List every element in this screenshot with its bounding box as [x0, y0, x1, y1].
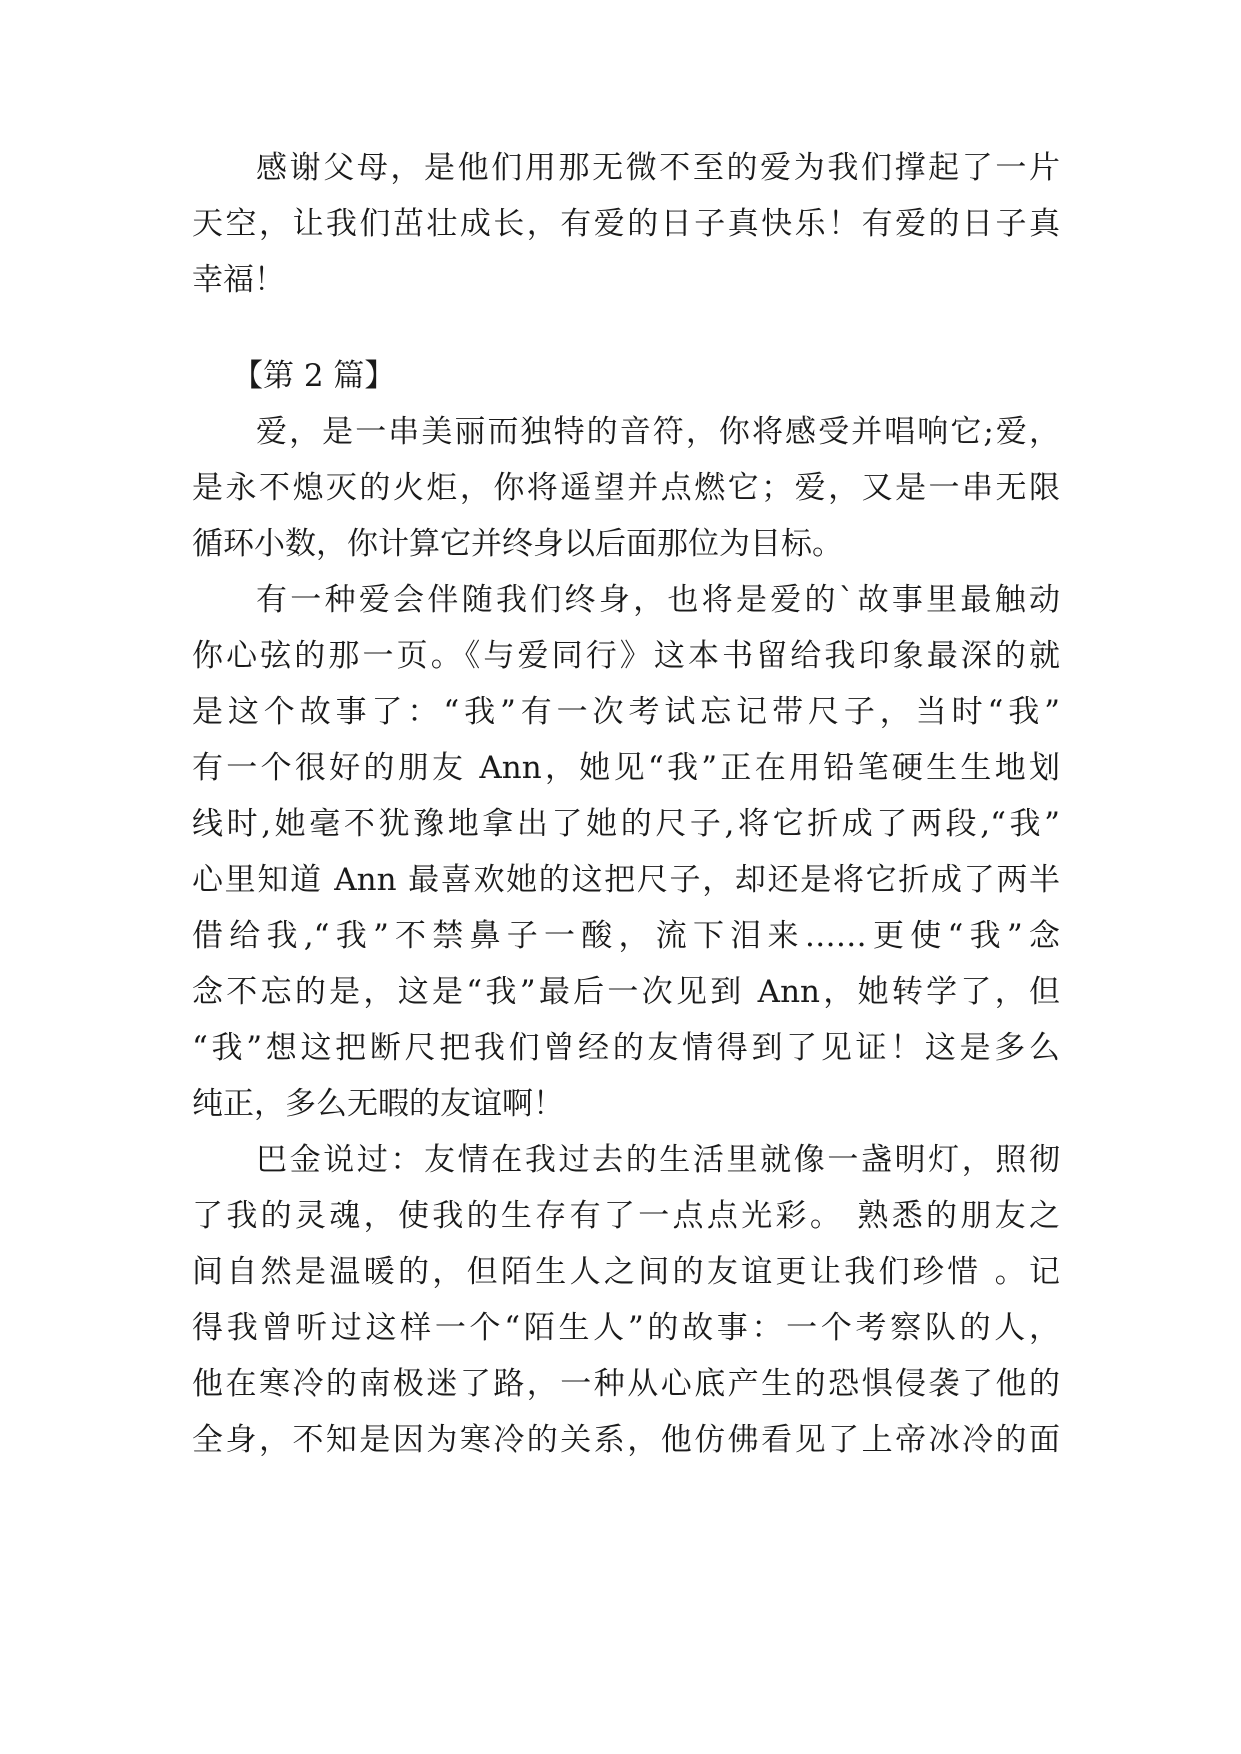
paragraph-1-line-3: 幸福！: [192, 262, 285, 298]
paragraph-3-line-4: 有一个很好的朋友 Ann，她见“我”正在用铅笔硬生生地划: [192, 750, 1060, 786]
paragraph-2-line-2: 是永不熄灭的火炬，你将遥望并点燃它；爱，又是一串无限: [192, 470, 1060, 506]
paragraph-3-line-2: 你心弦的那一页。《与爱同行》这本书留给我印象最深的就: [192, 638, 1060, 674]
paragraph-4-line-4: 得我曾听过这样一个“陌生人”的故事：一个考察队的人，: [192, 1310, 1060, 1346]
paragraph-4-line-5: 他在寒冷的南极迷了路，一种从心底产生的恐惧侵袭了他的: [192, 1366, 1060, 1402]
paragraph-4-line-2: 了我的灵魂，使我的生存有了一点点光彩。 熟悉的朋友之: [192, 1198, 1060, 1234]
paragraph-3-line-10: 纯正，多么无暇的友谊啊！: [192, 1086, 564, 1122]
paragraph-1-line-1: 感谢父母，是他们用那无微不至的爱为我们撑起了一片: [256, 150, 1060, 186]
paragraph-4-line-6: 全身，不知是因为寒冷的关系，他仿佛看见了上帝冰冷的面: [192, 1422, 1060, 1458]
paragraph-3-line-1: 有一种爱会伴随我们终身，也将是爱的`故事里最触动: [256, 582, 1060, 618]
paragraph-3-line-6: 心里知道 Ann 最喜欢她的这把尺子，却还是将它折成了两半: [192, 862, 1060, 898]
paragraph-2-line-3: 循环小数，你计算它并终身以后面那位为目标。: [192, 526, 843, 562]
paragraph-3-line-3: 是这个故事了：“我”有一次考试忘记带尺子，当时“我”: [192, 694, 1060, 730]
paragraph-1-line-2: 天空，让我们茁壮成长，有爱的日子真快乐！有爱的日子真: [192, 206, 1060, 242]
paragraph-3-line-5: 线时,她毫不犹豫地拿出了她的尺子,将它折成了两段,“我”: [192, 806, 1060, 842]
paragraph-3-line-8: 念不忘的是，这是“我”最后一次见到 Ann，她转学了，但: [192, 974, 1060, 1010]
paragraph-3-line-9: “我”想这把断尺把我们曾经的友情得到了见证！这是多么: [192, 1030, 1060, 1066]
section-heading: 【第 2 篇】: [232, 358, 396, 394]
paragraph-2-line-1: 爱，是一串美丽而独特的音符，你将感受并唱响它;爱，: [256, 414, 1060, 450]
paragraph-3-line-7: 借给我,“我”不禁鼻子一酸，流下泪来……更使“我”念: [192, 918, 1060, 954]
paragraph-4-line-1: 巴金说过：友情在我过去的生活里就像一盏明灯，照彻: [256, 1142, 1060, 1178]
paragraph-4-line-3: 间自然是温暖的，但陌生人之间的友谊更让我们珍惜 。记: [192, 1254, 1060, 1290]
